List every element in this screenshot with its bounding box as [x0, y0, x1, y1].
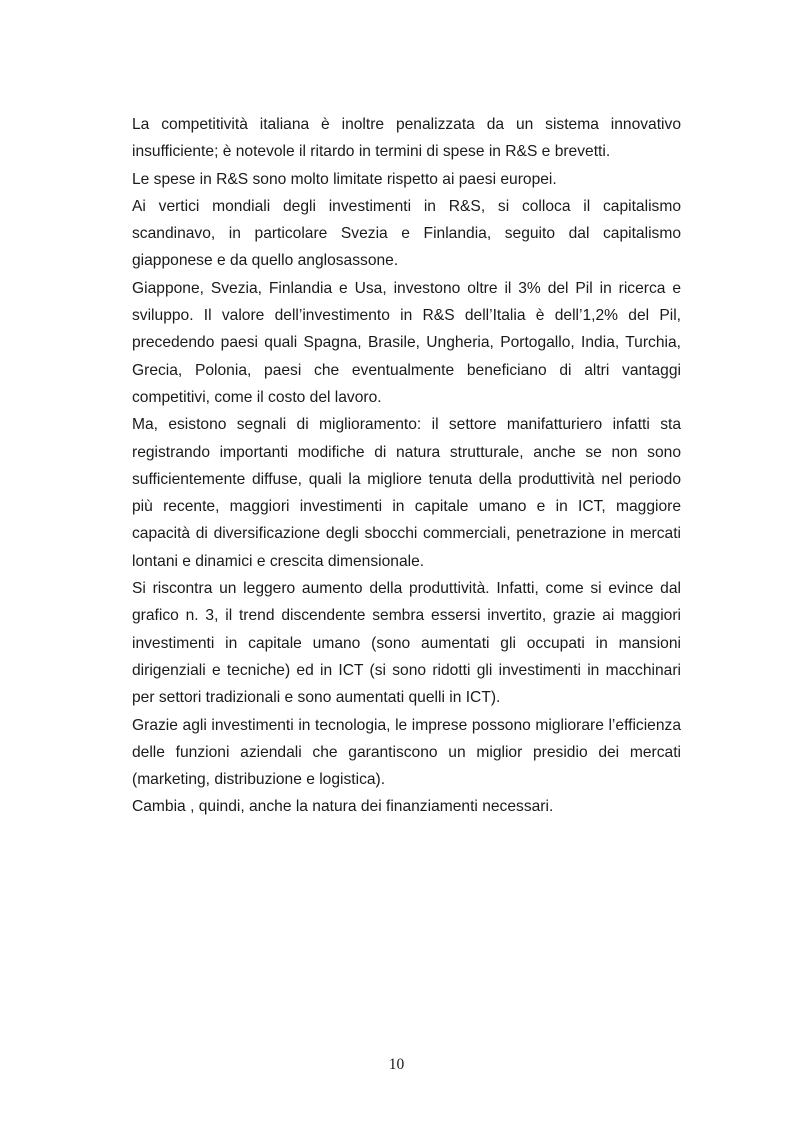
paragraph-7: Grazie agli investimenti in tecnologia, le imprese possono migliorare l’efficienza delle funzioni aziendali che garantiscono un miglior presidio dei mercati (marketing, distribuzione e logistica).: [132, 716, 681, 789]
paragraph-5: Ma, esistono segnali di miglioramento: il settore manifatturiero infatti sta registrando importanti modifiche di natura strutturale, anche se non sono sufficientemente diffuse, quali la migliore tenuta della produttività nel periodo più recente, maggiori investimenti in capitale umano e in ICT, maggiore capacità di diversificazione degli sbocchi commerciali, penetrazione in mercati lontani e dinamici e crescita dimensionale.: [132, 416, 681, 570]
paragraph-8: Cambia , quindi, anche la natura dei finanziamenti necessari.: [132, 798, 554, 816]
paragraph-2: Le spese in R&S sono molto limitate rispetto ai paesi europei.: [132, 170, 557, 188]
paragraph-1: La competitività italiana è inoltre penalizzata da un sistema innovativo insufficiente; è notevole il ritardo in termini di spese in R&S e brevetti.: [132, 116, 681, 161]
paragraph-6: Si riscontra un leggero aumento della produttività. Infatti, come si evince dal grafico n. 3, il trend discendente sembra essersi invertito, grazie ai maggiori investimenti in capitale umano (sono aumentati gli occupati in mansioni dirigenziali e tecniche) ed in ICT (si sono ridotti gli investimenti in macchinari per settori tradizionali e sono aumentati quelli in ICT).: [132, 580, 681, 707]
paragraph-3: Ai vertici mondiali degli investimenti in R&S, si colloca il capitalismo scandinavo, in particolare Svezia e Finlandia, seguito dal capitalismo giapponese e da quello anglosassone.: [132, 197, 681, 270]
body-text: [132, 111, 681, 821]
page-number: 10: [388, 1056, 405, 1073]
paragraph-4: Giappone, Svezia, Finlandia e Usa, investono oltre il 3% del Pil in ricerca e sviluppo. Il valore dell’investimento in R&S dell’Italia è dell’1,2% del Pil, precedendo paesi quali Spagna, Brasile, Ungheria, Portogallo, India, Turchia, Grecia, Polonia, paesi che eventualmente beneficiano di altri vantaggi competitivi, come il costo del lavoro.: [132, 279, 681, 406]
